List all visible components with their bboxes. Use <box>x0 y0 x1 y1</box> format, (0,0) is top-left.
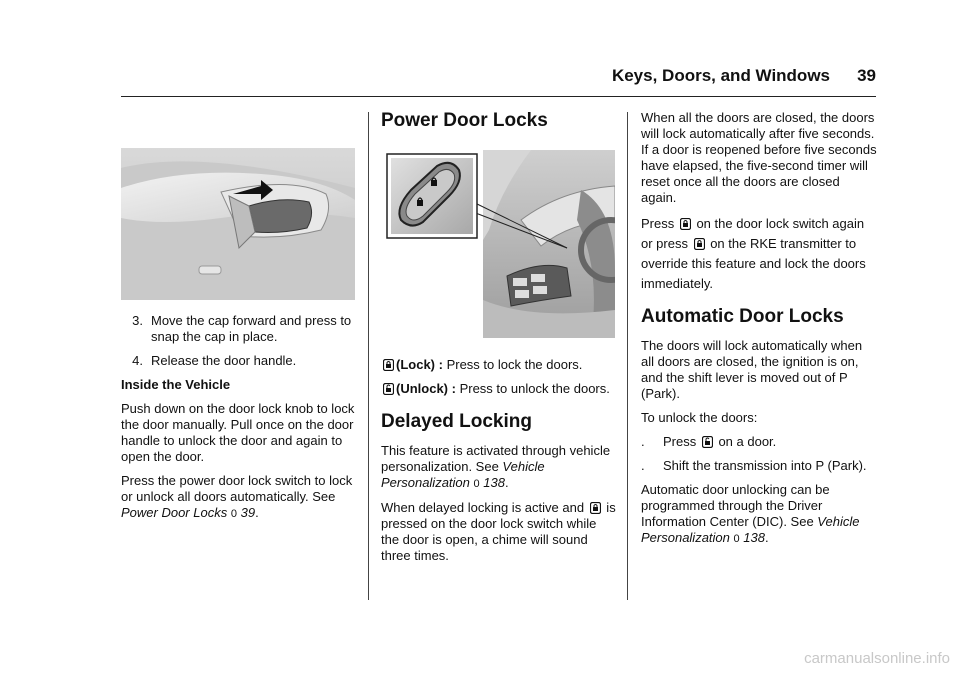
column-2 <box>381 110 617 142</box>
unlock-label: (Unlock) : <box>396 381 456 396</box>
paragraph-text: Press the power door lock switch to lock or unlock all doors automatically. See <box>121 473 353 504</box>
door-handle-illustration <box>121 148 355 300</box>
paragraph: Automatic door unlocking can be programmed through the Driver Information Center (DIC). See Vehicle Personalization 0 138. <box>641 482 860 545</box>
door-lock-switch-illustration <box>381 150 615 338</box>
list-item <box>121 313 361 345</box>
page-number: 39 <box>857 66 876 85</box>
step-number: 4. <box>132 353 143 368</box>
paragraph: When delayed locking is active and is pressed on the door lock switch while the door is open, a chime will sound three times. <box>381 500 616 563</box>
unlock-key-icon <box>383 383 394 395</box>
lock-description: (Lock) : Press to lock the doors. <box>381 357 617 373</box>
step-number: 3. <box>132 313 143 328</box>
bullet: . <box>641 434 645 449</box>
header-rule <box>121 96 876 97</box>
paragraph: This feature is activated through vehicle personalization. See Vehicle Personalization 0 138. <box>381 443 611 490</box>
heading-power-door-locks: Power Door Locks <box>381 110 548 131</box>
paragraph: Press the power door lock switch to lock or unlock all doors automatically. See Power Door Locks 0 39. <box>121 473 353 520</box>
heading-automatic-door-locks: Automatic Door Locks <box>641 306 844 327</box>
paragraph: The doors will lock automatically when all doors are closed, the ignition is on, and the shift lever is moved out of P (Park). <box>641 338 863 401</box>
column-divider-1 <box>368 112 369 600</box>
list-item <box>121 353 361 369</box>
lock-label: (Lock) : <box>396 357 443 372</box>
paragraph: Press on the door lock switch again or press on the RKE transmitter to override this feature and lock the doors immediately. <box>641 216 866 291</box>
lock-key-icon <box>383 359 394 371</box>
door-handle-svg <box>121 148 355 300</box>
paragraph: Push down on the door lock knob to lock the door manually. Pull once on the door handle to unlock the door and again to open the door. <box>121 401 355 464</box>
column-2-text <box>381 357 617 572</box>
bullet: . <box>641 458 645 473</box>
cross-reference-link[interactable]: Vehicle Personalization 0 138 <box>641 514 860 545</box>
list-item: . Shift the transmission into P (Park). <box>641 458 867 473</box>
page-ref-arrow: 0 <box>473 478 480 490</box>
unlock-key-icon <box>702 436 713 448</box>
paragraph: To unlock the doors: <box>641 410 758 425</box>
heading-delayed-locking: Delayed Locking <box>381 411 532 432</box>
watermark: carmanualsonline.info <box>804 650 950 667</box>
step-text: Move the cap forward and press to snap the cap in place. <box>151 313 352 344</box>
step-text: Release the door handle. <box>151 353 297 368</box>
door-panel-svg <box>381 150 615 338</box>
cross-reference-link[interactable]: Power Door Locks 0 39 <box>121 505 256 520</box>
column-3 <box>641 110 877 555</box>
lock-key-icon <box>694 238 705 250</box>
cross-reference-link[interactable]: Vehicle Personalization 0 138 <box>381 459 545 490</box>
page-ref-arrow: 0 <box>230 508 237 520</box>
paragraph: When all the doors are closed, the doors will lock automatically after five seconds. If a door is reopened before five seconds have elapsed, the five-second timer will reset once all the doors are closed again. <box>641 110 877 205</box>
subheading-inside-vehicle: Inside the Vehicle <box>121 377 231 392</box>
page-ref-arrow: 0 <box>733 533 740 545</box>
column-1 <box>121 313 361 530</box>
column-divider-2 <box>627 112 628 600</box>
header-title: Keys, Doors, and Windows <box>611 66 830 85</box>
unlock-description: (Unlock) : Press to unlock the doors. <box>381 381 617 397</box>
list-item: . Press on a door. <box>641 434 777 449</box>
lock-key-icon <box>680 218 691 230</box>
lock-key-icon <box>590 502 601 514</box>
